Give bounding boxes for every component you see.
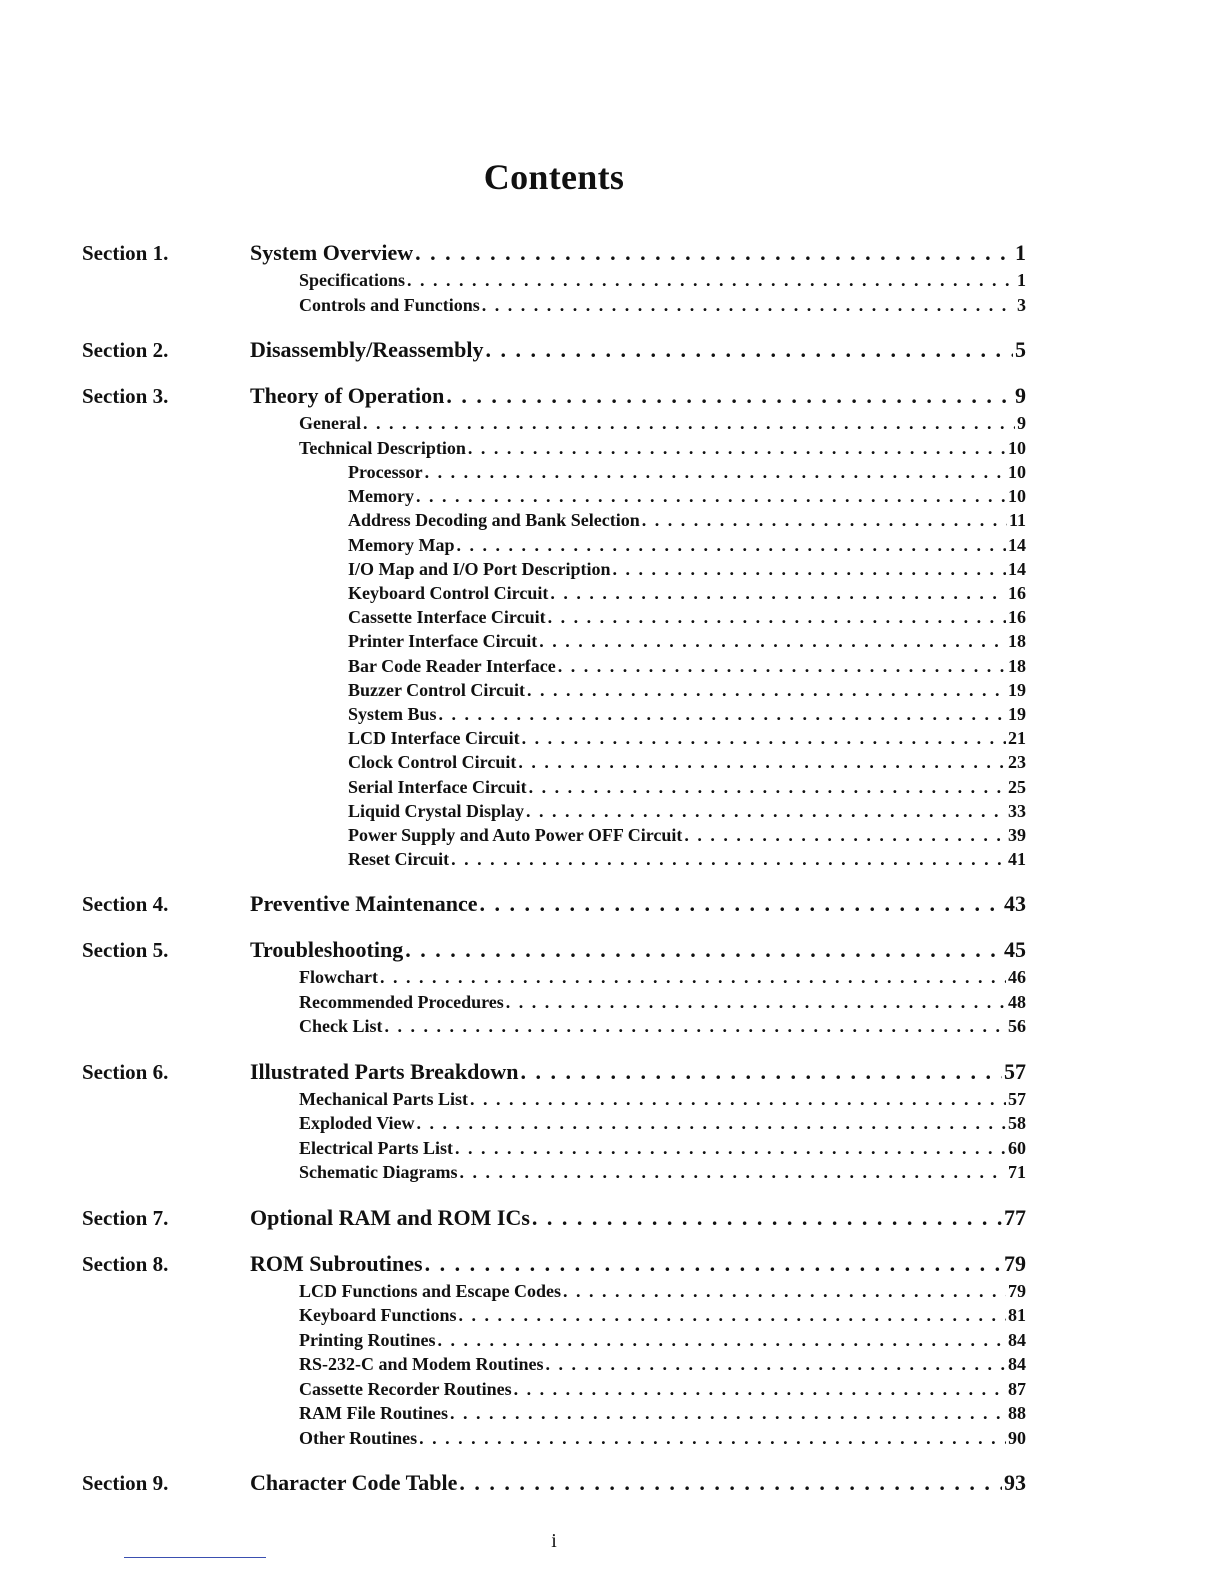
toc-entry-page: 16 [1008, 583, 1026, 604]
toc-entry-page: 10 [1008, 486, 1026, 507]
toc-entry-page: 87 [1008, 1378, 1026, 1399]
toc-subentry[interactable] [299, 965, 1026, 990]
toc-entry-title: Power Supply and Auto Power OFF Circuit [348, 825, 683, 846]
toc-entry-page: 81 [1008, 1305, 1026, 1326]
toc-entry-page: 18 [1008, 631, 1026, 652]
toc-subsubentry[interactable] [348, 533, 1026, 557]
dot-leader [518, 750, 1006, 774]
toc-entry-title: LCD Interface Circuit [348, 728, 520, 749]
dot-leader [532, 1203, 1002, 1233]
dot-leader [416, 484, 1006, 508]
toc-entry-page: 1 [1017, 270, 1026, 290]
dot-leader [425, 1249, 1002, 1279]
toc-entry-title: RAM File Routines [299, 1403, 448, 1424]
toc-section [82, 1249, 1026, 1451]
toc-entry-title: Theory of Operation [250, 383, 445, 408]
dot-leader [526, 799, 1006, 823]
toc-subentry[interactable] [299, 293, 1026, 318]
dot-leader [419, 1426, 1006, 1451]
toc-entry-title: Other Routines [299, 1427, 418, 1448]
dot-leader [527, 678, 1006, 702]
toc-entry-page: 46 [1008, 967, 1026, 988]
toc-entry-page: 77 [1004, 1204, 1026, 1230]
toc-section [82, 1057, 1026, 1185]
toc-entry[interactable] [250, 381, 1026, 411]
toc-entry-page: 88 [1008, 1403, 1026, 1424]
toc-entry-title: ROM Subroutines [250, 1250, 423, 1276]
section-label: Section 1. [82, 241, 169, 265]
toc-subsubentry[interactable] [348, 726, 1026, 750]
toc-entry-title: Check List [299, 1016, 383, 1037]
dot-leader [613, 557, 1006, 581]
toc-subsubentry[interactable] [348, 484, 1026, 508]
dot-leader [451, 847, 1006, 871]
toc-entry-page: 23 [1008, 752, 1026, 773]
toc-entry-title: Illustrated Parts Breakdown [250, 1058, 519, 1084]
toc-entry-title: Reset Circuit [348, 849, 450, 870]
toc-entry-title: Serial Interface Circuit [348, 776, 527, 797]
dot-leader [522, 726, 1006, 750]
toc-entry[interactable] [250, 1249, 1026, 1279]
toc-entry-title: Buzzer Control Circuit [348, 679, 525, 700]
toc-subentry[interactable] [299, 436, 1026, 461]
toc-subentry[interactable] [299, 1136, 1026, 1161]
dot-leader [450, 1401, 1006, 1426]
toc-section [82, 935, 1026, 1039]
toc-subsubentry[interactable] [348, 581, 1026, 605]
dot-leader [558, 654, 1006, 678]
toc-subsubentry[interactable] [348, 678, 1026, 702]
toc-entry-page: 19 [1008, 704, 1026, 725]
dot-leader [459, 1160, 1006, 1185]
toc-entry-page: 21 [1008, 728, 1026, 749]
toc-entry-title: Clock Control Circuit [348, 752, 517, 773]
toc-section [82, 238, 1026, 317]
toc-subsubentry[interactable] [348, 702, 1026, 726]
toc-entry-title: Specifications [299, 270, 405, 290]
toc-subsubentry[interactable] [348, 557, 1026, 581]
dot-leader [439, 702, 1006, 726]
dot-leader [470, 1087, 1006, 1112]
toc-entry-page: 48 [1008, 991, 1026, 1012]
toc-subentry[interactable] [299, 1328, 1026, 1353]
toc-entry-title: Exploded View [299, 1113, 415, 1134]
toc-entry[interactable] [250, 1468, 1026, 1498]
dot-leader [550, 581, 1006, 605]
dot-leader [456, 533, 1006, 557]
toc-entry[interactable] [250, 238, 1026, 268]
toc-entry-page: 45 [1004, 937, 1026, 963]
toc-entry-title: Controls and Functions [299, 294, 480, 315]
toc-entry-title: Electrical Parts List [299, 1137, 453, 1158]
dot-leader [407, 268, 1015, 293]
toc-entry[interactable] [250, 889, 1026, 919]
toc-subsubentry[interactable] [348, 775, 1026, 799]
dot-leader [548, 605, 1006, 629]
toc-subsubentry[interactable] [348, 654, 1026, 678]
table-of-contents [82, 238, 1026, 1498]
toc-entry-page: 71 [1008, 1162, 1026, 1183]
toc-entry-page: 84 [1008, 1354, 1026, 1375]
toc-subentry[interactable] [299, 1014, 1026, 1039]
toc-subsubentry[interactable] [348, 823, 1026, 847]
toc-subentry[interactable] [299, 268, 1026, 293]
toc-entry-page: 14 [1008, 558, 1026, 579]
dot-leader [385, 1014, 1006, 1039]
toc-subentry[interactable] [299, 1279, 1026, 1304]
section-label: Section 5. [82, 938, 169, 963]
toc-entry-title: Printer Interface Circuit [348, 631, 538, 652]
toc-subsubentry[interactable] [348, 605, 1026, 629]
toc-entry-page: 5 [1015, 337, 1026, 362]
section-label: Section 9. [82, 1471, 169, 1496]
dot-leader [363, 411, 1015, 436]
toc-entry-page: 33 [1008, 800, 1026, 821]
toc-entry-page: 60 [1008, 1137, 1026, 1158]
toc-entry-title: Flowchart [299, 967, 378, 988]
toc-entry-title: Recommended Procedures [299, 991, 504, 1012]
toc-entry[interactable] [250, 335, 1026, 365]
dot-leader [446, 381, 1013, 411]
toc-entry-title: Memory Map [348, 534, 455, 555]
section-label: Section 2. [82, 338, 169, 362]
page-number: i [551, 1530, 557, 1552]
dot-leader [514, 1377, 1006, 1402]
toc-entry-page: 93 [1004, 1470, 1026, 1496]
toc-entry-page: 43 [1004, 891, 1026, 917]
toc-entry-title: Memory [348, 486, 414, 507]
toc-entry-page: 39 [1008, 825, 1026, 846]
toc-entry-title: Bar Code Reader Interface [348, 655, 556, 676]
toc-entry-title: Keyboard Functions [299, 1305, 457, 1326]
toc-section [82, 1468, 1026, 1498]
toc-entry-title: Character Code Table [250, 1470, 458, 1496]
dot-leader [438, 1328, 1006, 1353]
toc-entry-page: 18 [1008, 655, 1026, 676]
section-label: Section 6. [82, 1059, 169, 1084]
toc-subentry[interactable] [299, 990, 1026, 1015]
dot-leader [482, 293, 1015, 318]
toc-entry-title: RS-232-C and Modem Routines [299, 1354, 544, 1375]
toc-entry-title: Technical Description [299, 437, 466, 458]
toc-entry-page: 16 [1008, 607, 1026, 628]
toc-section [82, 889, 1026, 919]
toc-subsubentry[interactable] [348, 799, 1026, 823]
dot-leader [455, 1136, 1006, 1161]
section-label: Section 3. [82, 384, 169, 408]
dot-leader [539, 629, 1006, 653]
dot-leader [642, 508, 1007, 532]
toc-entry-page: 57 [1008, 1088, 1026, 1109]
toc-entry-page: 79 [1004, 1250, 1026, 1276]
toc-subentry[interactable] [299, 1303, 1026, 1328]
section-label: Section 8. [82, 1251, 169, 1276]
toc-subentry[interactable] [299, 1426, 1026, 1451]
dot-leader [468, 436, 1006, 461]
toc-entry-title: Mechanical Parts List [299, 1088, 468, 1109]
toc-entry-title: System Bus [348, 704, 437, 725]
section-label: Section 4. [82, 892, 169, 917]
dot-leader [405, 935, 1002, 965]
toc-entry-page: 41 [1008, 849, 1026, 870]
toc-entry-page: 1 [1015, 240, 1026, 265]
toc-entry-title: General [299, 413, 361, 433]
toc-entry-page: 84 [1008, 1329, 1026, 1350]
toc-subentry[interactable] [299, 1352, 1026, 1377]
toc-entry-title: System Overview [250, 240, 414, 265]
toc-section [82, 1203, 1026, 1233]
toc-entry-page: 56 [1008, 1016, 1026, 1037]
toc-entry-page: 9 [1015, 383, 1026, 408]
toc-entry-title: Keyboard Control Circuit [348, 583, 549, 604]
toc-entry-title: Preventive Maintenance [250, 891, 478, 917]
dot-leader [521, 1057, 1003, 1087]
dot-leader [380, 965, 1006, 990]
toc-entry-title: Troubleshooting [250, 937, 404, 963]
toc-subsubentry[interactable] [348, 847, 1026, 871]
toc-entry-title: LCD Functions and Escape Codes [299, 1280, 562, 1301]
dot-leader [425, 460, 1006, 484]
toc-entry-page: 57 [1004, 1058, 1026, 1084]
toc-entry-page: 25 [1008, 776, 1026, 797]
toc-entry-page: 3 [1017, 294, 1026, 315]
toc-subsubentry[interactable] [348, 508, 1026, 532]
toc-entry-title: Address Decoding and Bank Selection [348, 510, 640, 531]
toc-subentry[interactable] [299, 411, 1026, 436]
toc-entry-title: Cassette Recorder Routines [299, 1378, 512, 1399]
section-label: Section 7. [82, 1205, 169, 1230]
toc-subentry[interactable] [299, 1087, 1026, 1112]
toc-entry-title: Schematic Diagrams [299, 1162, 458, 1183]
toc-entry[interactable] [250, 1203, 1026, 1233]
toc-entry-title: Printing Routines [299, 1329, 436, 1350]
toc-entry-title: Liquid Crystal Display [348, 800, 525, 821]
toc-entry[interactable] [250, 1057, 1026, 1087]
toc-subsubentry[interactable] [348, 460, 1026, 484]
dot-leader [529, 775, 1006, 799]
dot-leader [684, 823, 1006, 847]
toc-entry-title: Cassette Interface Circuit [348, 607, 546, 628]
dot-leader [485, 335, 1013, 365]
toc-entry-title: Optional RAM and ROM ICs [250, 1204, 530, 1230]
dot-leader [546, 1352, 1006, 1377]
toc-entry-page: 19 [1008, 679, 1026, 700]
dot-leader [479, 889, 1002, 919]
dot-leader [506, 990, 1006, 1015]
toc-section [82, 335, 1026, 365]
toc-subsubentry[interactable] [348, 750, 1026, 774]
toc-entry-page: 14 [1008, 534, 1026, 555]
dot-leader [459, 1468, 1002, 1498]
dot-leader [417, 1111, 1006, 1136]
toc-entry-page: 11 [1008, 510, 1026, 531]
toc-entry-page: 90 [1008, 1427, 1026, 1448]
toc-subsubentry[interactable] [348, 629, 1026, 653]
toc-entry-title: Processor [348, 462, 423, 482]
toc-entry-page: 9 [1017, 413, 1026, 433]
toc-entry[interactable] [250, 935, 1026, 965]
toc-subentry[interactable] [299, 1377, 1026, 1402]
toc-section [82, 381, 1026, 871]
dot-leader [459, 1303, 1006, 1328]
toc-entry-page: 10 [1008, 437, 1026, 458]
toc-subentry[interactable] [299, 1401, 1026, 1426]
toc-entry-page: 58 [1008, 1113, 1026, 1134]
toc-entry-page: 10 [1008, 462, 1026, 482]
toc-entry-title: I/O Map and I/O Port Description [348, 558, 611, 579]
page-title: Contents [483, 157, 625, 197]
toc-entry-title: Disassembly/Reassembly [250, 337, 484, 362]
toc-subentry[interactable] [299, 1111, 1026, 1136]
toc-subentry[interactable] [299, 1160, 1026, 1185]
toc-entry-page: 79 [1008, 1280, 1026, 1301]
dot-leader [563, 1279, 1006, 1304]
dot-leader [415, 238, 1013, 268]
footer-rule [124, 1557, 266, 1558]
